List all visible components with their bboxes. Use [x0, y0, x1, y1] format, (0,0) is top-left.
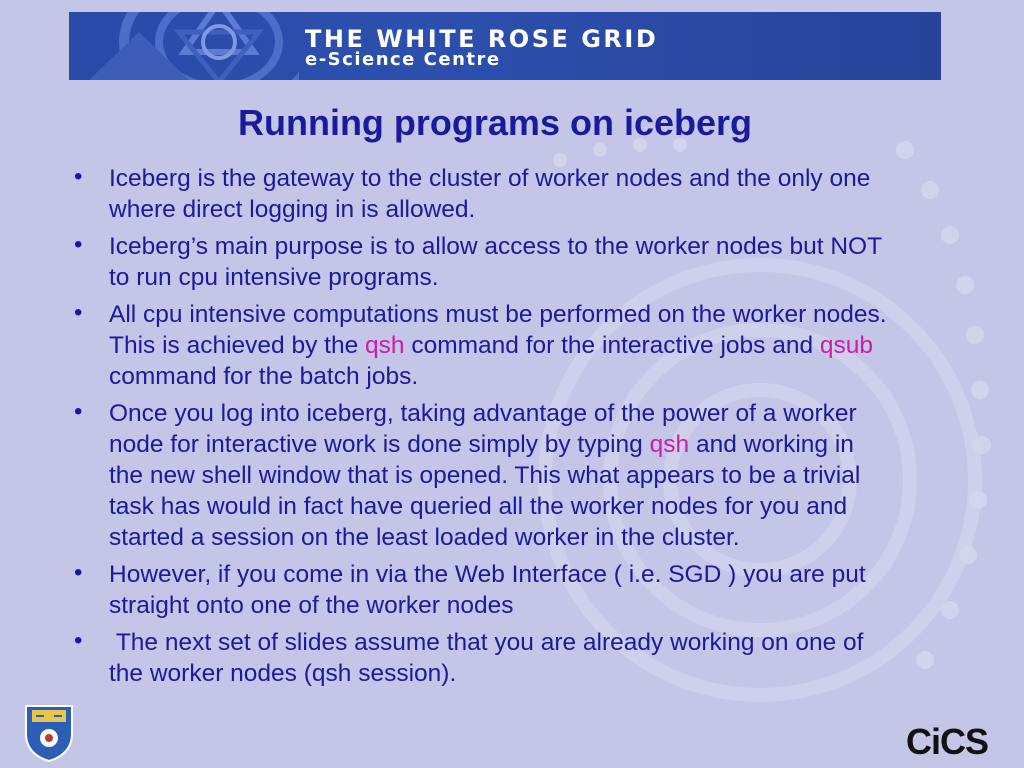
bullet-text-part: All cpu intensive computations must be performed on the worker nodes. This is achieved by the — [109, 301, 887, 359]
bullet-dot-icon: • — [74, 299, 83, 326]
bullet-text: However, if you come in via the Web Interface ( i.e. SGD ) you are put straight onto one of the worker nodes — [109, 561, 866, 619]
bullet-item — [74, 559, 894, 621]
header-banner — [69, 12, 941, 80]
university-crest-icon — [22, 702, 76, 762]
bullet-text: Iceberg is the gateway to the cluster of worker nodes and the only one where direct logging in is allowed. — [109, 165, 871, 223]
white-rose-grid-logo-icon — [69, 12, 299, 80]
bullet-text — [109, 301, 887, 390]
bullet-dot-icon: • — [74, 231, 83, 258]
bullet-item — [74, 398, 894, 553]
slide-title: Running programs on iceberg — [237, 102, 753, 143]
bullet-item — [74, 231, 894, 293]
bullet-list — [74, 163, 894, 695]
banner-subtitle: e-Science Centre — [305, 49, 501, 70]
cics-logo — [906, 722, 1018, 762]
command-qsh: qsh — [365, 332, 405, 359]
bullet-item — [74, 163, 894, 225]
bullet-text: Iceberg’s main purpose is to allow access to the worker nodes but NOT to run cpu intensive programs. — [109, 233, 882, 291]
banner-title: THE WHITE ROSE GRID — [305, 25, 659, 53]
bullet-text-part: command for the batch jobs. — [109, 363, 419, 390]
bullet-dot-icon: • — [74, 559, 83, 586]
command-qsub: qsub — [819, 332, 874, 359]
bullet-text: The next set of slides assume that you are already working on one of the worker nodes (qsh session). — [109, 629, 871, 687]
bullet-item — [74, 627, 894, 689]
bullet-text — [109, 400, 860, 551]
bullet-text-part: and working in the new shell window that is opened. This what appears to be a trivial task has would in fact have queried all the worker nodes for you and started a session on the least loaded worker in the cluster. — [109, 431, 861, 551]
bullet-dot-icon: • — [74, 627, 83, 654]
bullet-text-part: Once you log into iceberg, taking advantage of the power of a worker node for interactive work is done simply by typing — [109, 400, 857, 458]
cics-logo-text: CiCS — [906, 721, 989, 762]
bullet-item — [74, 299, 894, 392]
bullet-text-part: command for the interactive jobs and — [404, 332, 820, 359]
bullet-dot-icon: • — [74, 163, 83, 190]
command-qsh: qsh — [649, 431, 690, 458]
bullet-dot-icon: • — [74, 398, 83, 425]
